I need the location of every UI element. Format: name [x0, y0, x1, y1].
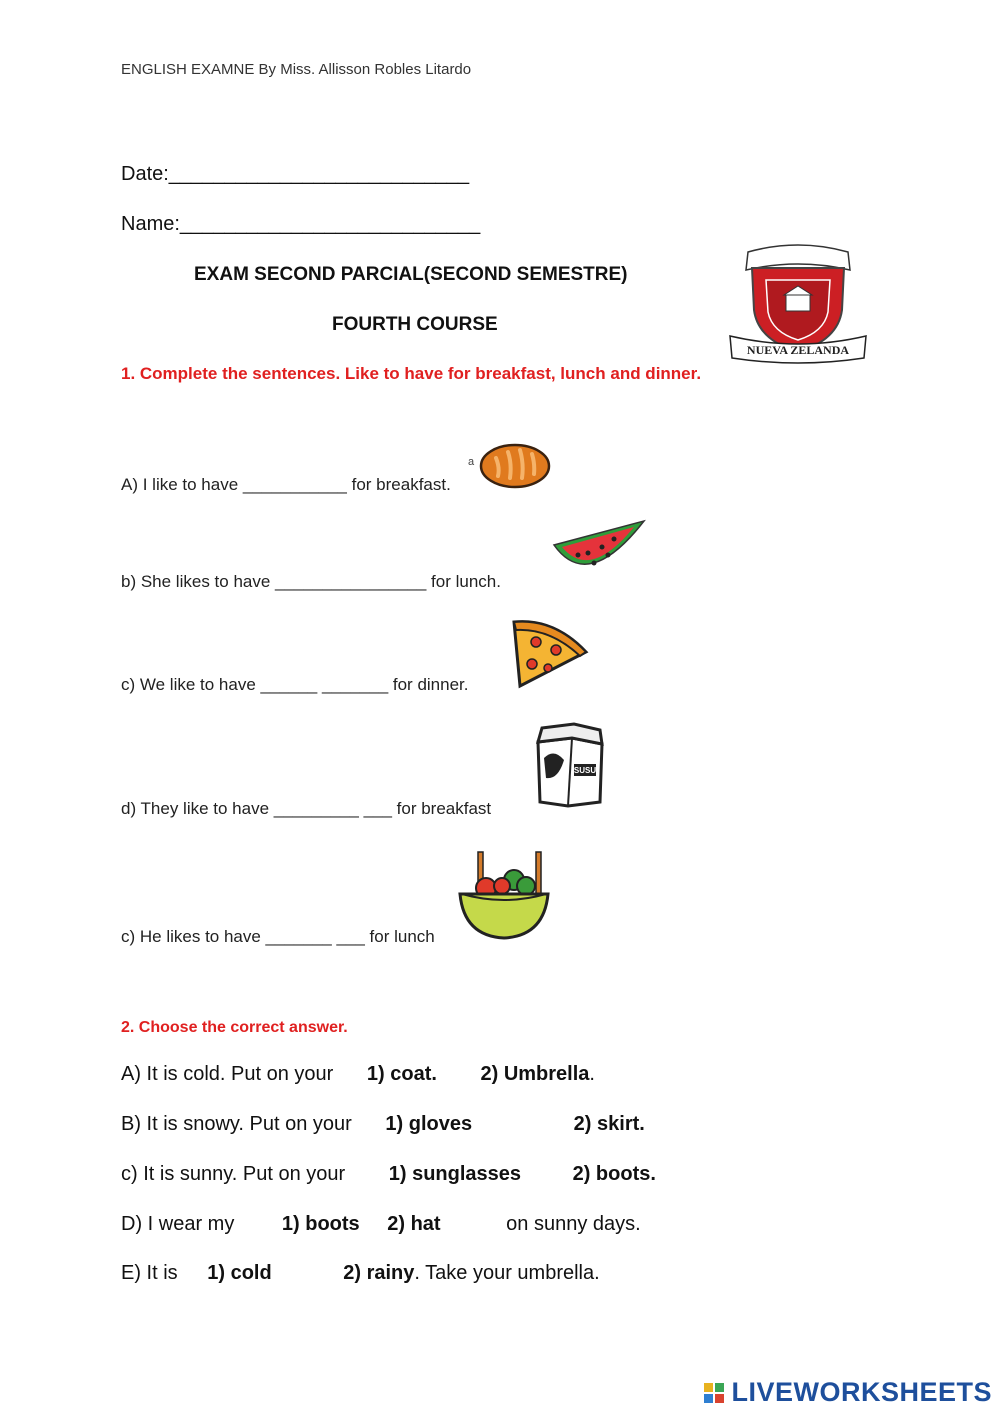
- document-header: ENGLISH EXAMNE By Miss. Allisson Robles Litardo: [121, 61, 472, 78]
- option-2: 2) Umbrella: [480, 1063, 590, 1085]
- option-2: 2) boots.: [572, 1163, 656, 1185]
- option-1: 1) coat.: [366, 1063, 437, 1085]
- date-field: Date:___________________________: [121, 163, 470, 185]
- option-1: 1) gloves: [385, 1113, 473, 1135]
- watermelon-icon: [548, 515, 650, 591]
- section2-item-d: [121, 1213, 641, 1236]
- section2-item-a: [121, 1063, 595, 1086]
- section2-instruction: 2. Choose the correct answer.: [121, 1019, 348, 1036]
- section2-item-b: [121, 1113, 645, 1136]
- bread-image-label: a: [468, 456, 475, 468]
- question-text: B) It is snowy. Put on your: [121, 1113, 352, 1135]
- exam-title: EXAM SECOND PARCIAL(SECOND SEMESTRE): [194, 264, 628, 285]
- section1-item-c: c) We like to have ______ _______ for dinner.: [121, 675, 469, 694]
- question-text: D) I wear my: [121, 1213, 235, 1235]
- school-logo: [728, 240, 868, 364]
- option-2: 2) hat: [387, 1213, 441, 1235]
- section1-item-e: c) He likes to have _______ ___ for lunch: [121, 927, 435, 946]
- question-text: E) It is: [121, 1262, 178, 1284]
- section2-item-e: [121, 1262, 600, 1285]
- section2-item-c: [121, 1163, 656, 1186]
- option-1: 1) sunglasses: [388, 1163, 522, 1185]
- salad-bowl-icon: [456, 848, 552, 940]
- brand-logo-icon: [704, 1383, 724, 1403]
- section1-item-b: b) She likes to have ________________ for lunch.: [121, 572, 501, 591]
- liveworksheets-brand: [704, 1377, 992, 1408]
- milk-carton-icon: [528, 718, 608, 808]
- course-title: FOURTH COURSE: [332, 314, 498, 335]
- question-suffix: .: [589, 1063, 595, 1085]
- question-text: c) It is sunny. Put on your: [121, 1163, 346, 1185]
- question-text: A) It is cold. Put on your: [121, 1063, 334, 1085]
- option-2: 2) rainy: [343, 1262, 415, 1284]
- carton-text: SUSU: [573, 766, 597, 775]
- option-1: 1) cold: [207, 1262, 272, 1284]
- section1-item-a: A) I like to have ___________ for breakfast.: [121, 475, 451, 494]
- name-field: Name:___________________________: [121, 213, 481, 235]
- section1-item-d: d) They like to have _________ ___ for breakfast: [121, 799, 492, 818]
- pizza-icon: [510, 616, 590, 690]
- option-2: 2) skirt.: [573, 1113, 645, 1135]
- logo-text: NUEVA ZELANDA: [746, 343, 850, 357]
- bread-icon: [478, 438, 553, 490]
- question-suffix: . Take your umbrella.: [414, 1262, 600, 1284]
- brand-text: LIVEWORKSHEETS: [731, 1377, 992, 1407]
- question-suffix: on sunny days.: [506, 1213, 641, 1235]
- option-1: 1) boots: [281, 1213, 360, 1235]
- section1-instruction: 1. Complete the sentences. Like to have for breakfast, lunch and dinner.: [121, 364, 702, 383]
